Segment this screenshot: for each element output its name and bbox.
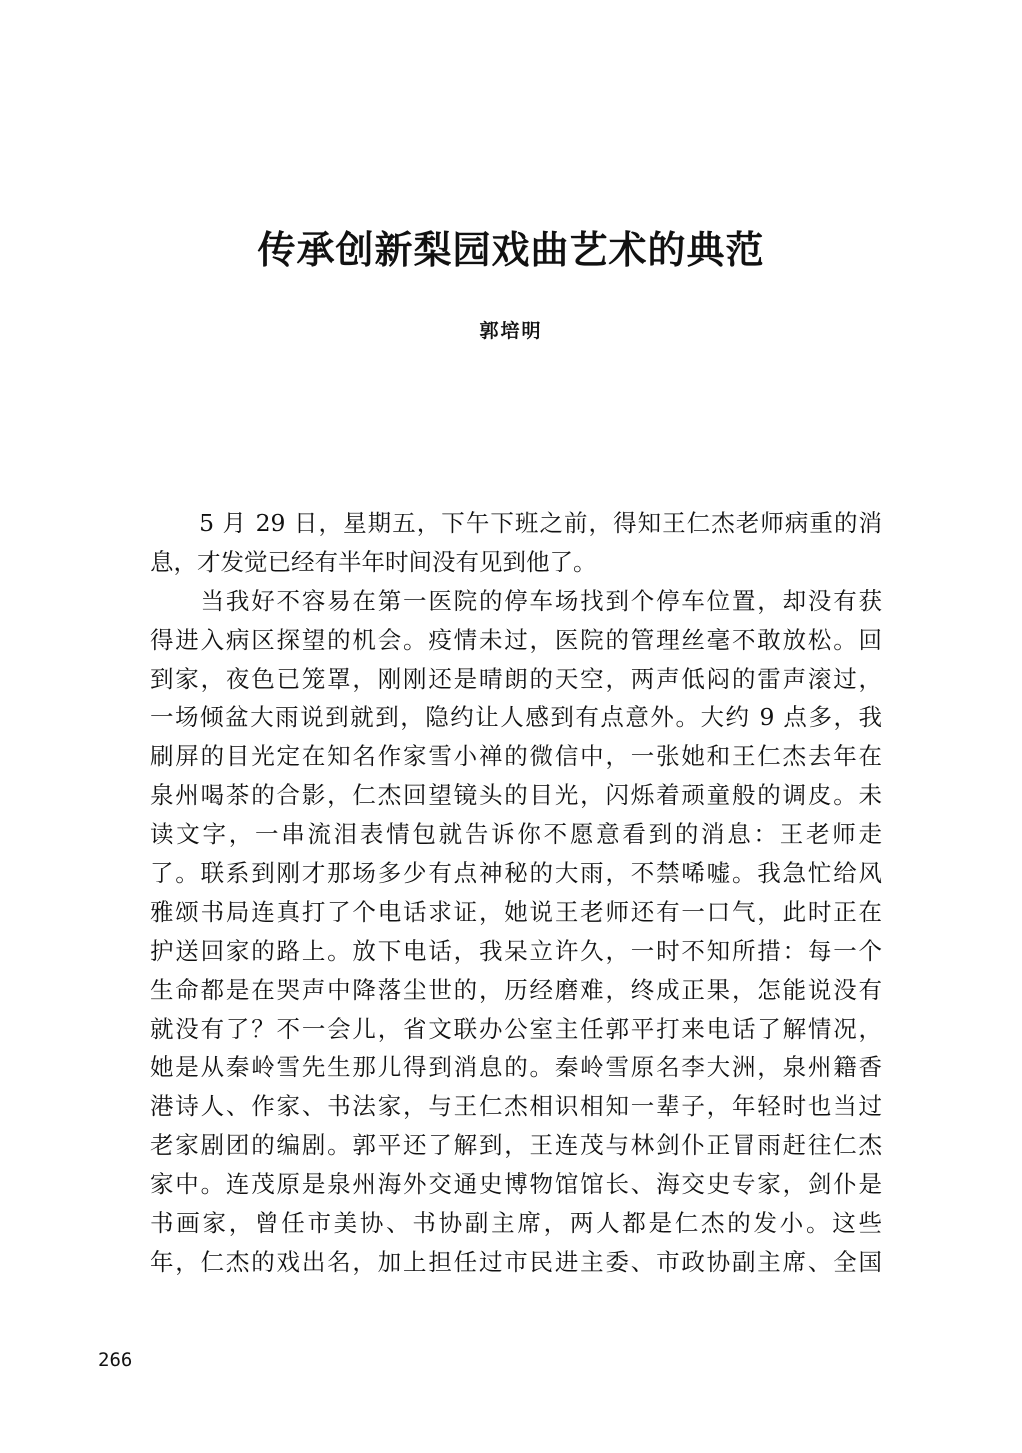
body-line: 读文字，一串流泪表情包就告诉你不愿意看到的消息：王老师走 bbox=[150, 820, 882, 849]
body-line: 港诗人、作家、书法家，与王仁杰相识相知一辈子，年轻时也当过 bbox=[150, 1092, 882, 1121]
article-title: 传承创新梨园戏曲艺术的典范 bbox=[257, 227, 765, 272]
body-line: 得进入病区探望的机会。疫情未过，医院的管理丝毫不敢放松。回 bbox=[150, 625, 882, 654]
body-line: 当我好不容易在第一医院的停车场找到个停车位置，却没有获 bbox=[150, 586, 882, 615]
article-body bbox=[150, 504, 882, 1282]
body-line: 家中。连茂原是泉州海外交通史博物馆馆长、海交史专家，剑仆是 bbox=[150, 1170, 882, 1199]
author-name: 郭培明 bbox=[479, 320, 543, 342]
body-line: 生命都是在哭声中降落尘世的，历经磨难，终成正果，怎能说没有 bbox=[150, 975, 882, 1004]
body-line: 泉州喝茶的合影，仁杰回望镜头的目光，闪烁着顽童般的调皮。未 bbox=[150, 781, 882, 810]
body-line: 一场倾盆大雨说到就到，隐约让人感到有点意外。大约 9 点多，我 bbox=[150, 703, 882, 732]
body-line: 雅颂书局连真打了个电话求证，她说王老师还有一口气，此时正在 bbox=[150, 897, 882, 926]
body-line: 年，仁杰的戏出名，加上担任过市民进主委、市政协副主席、全国 bbox=[150, 1247, 882, 1276]
body-line: 就没有了？不一会儿，省文联办公室主任郭平打来电话了解情况， bbox=[150, 1014, 882, 1043]
body-line: 了。联系到刚才那场多少有点神秘的大雨，不禁唏嘘。我急忙给风 bbox=[150, 859, 882, 888]
body-line: 她是从秦岭雪先生那儿得到消息的。秦岭雪原名李大洲，泉州籍香 bbox=[150, 1053, 882, 1082]
body-line: 到家，夜色已笼罩，刚刚还是晴朗的天空，两声低闷的雷声滚过， bbox=[150, 664, 882, 693]
page-number: 266 bbox=[98, 1349, 133, 1371]
body-line: 息，才发觉已经有半年时间没有见到他了。 bbox=[150, 547, 597, 576]
body-line: 老家剧团的编剧。郭平还了解到，王连茂与林剑仆正冒雨赶往仁杰 bbox=[150, 1131, 882, 1160]
body-line: 护送回家的路上。放下电话，我呆立许久，一时不知所措：每一个 bbox=[150, 936, 882, 965]
body-line: 书画家，曾任市美协、书协副主席，两人都是仁杰的发小。这些 bbox=[150, 1209, 882, 1238]
body-line: 刷屏的目光定在知名作家雪小禅的微信中，一张她和王仁杰去年在 bbox=[150, 742, 882, 771]
body-line: 5 月 29 日，星期五，下午下班之前，得知王仁杰老师病重的消 bbox=[150, 509, 882, 537]
